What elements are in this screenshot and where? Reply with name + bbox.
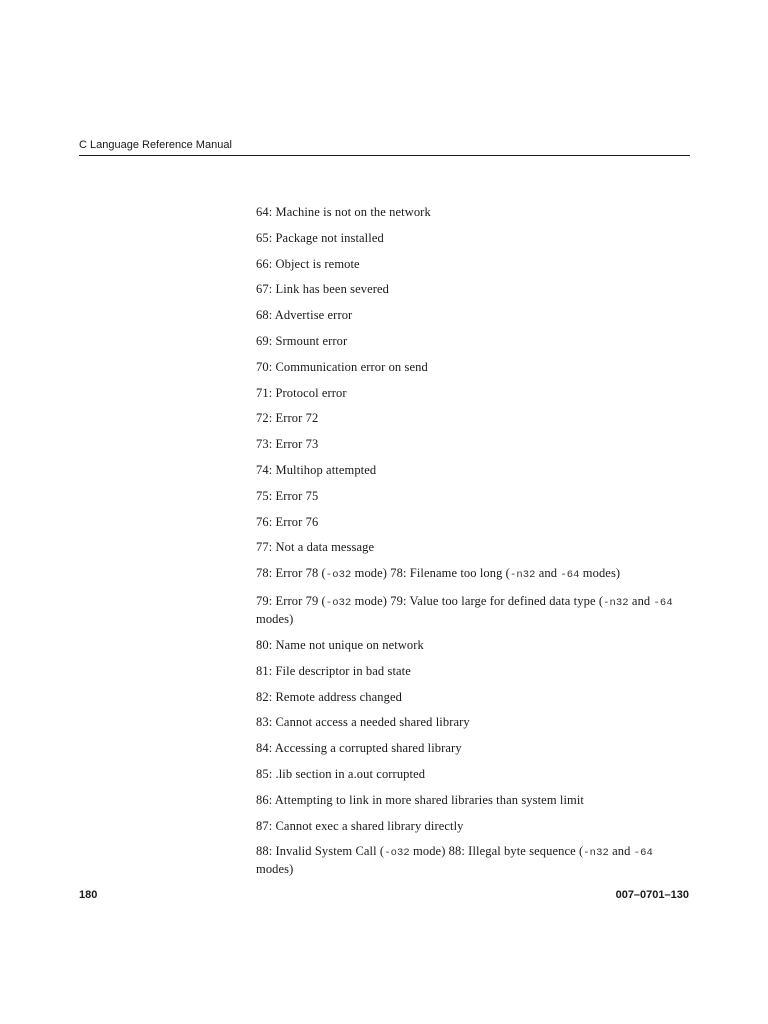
list-item: 73: Error 73: [256, 437, 319, 452]
document-number: 007–0701–130: [615, 889, 689, 901]
text-segment: and: [535, 566, 561, 581]
list-item: 82: Remote address changed: [256, 689, 402, 704]
code-option: -n32: [583, 847, 609, 860]
text-segment: modes): [256, 611, 294, 626]
header-rule: [79, 155, 690, 156]
code-option: -o32: [325, 596, 352, 609]
error-list: [256, 204, 686, 887]
text-segment: mode) 79: Value too large for defined data type (: [351, 593, 604, 608]
code-option: -o32: [384, 847, 410, 860]
code-option: -o32: [325, 569, 352, 582]
list-item: 80: Name not unique on network: [256, 637, 424, 652]
page-number: 180: [79, 889, 98, 901]
list-item: 67: Link has been severed: [256, 282, 390, 297]
list-item: 75: Error 75: [256, 488, 319, 503]
text-segment: mode) 88: Illegal byte sequence (: [409, 844, 584, 859]
text-segment: and: [628, 593, 654, 608]
text-segment: mode) 78: Filename too long (: [351, 566, 510, 581]
list-item: 83: Cannot access a needed shared library: [256, 715, 470, 730]
list-item-88: [256, 843, 686, 877]
running-head-title: C Language Reference Manual: [79, 139, 232, 151]
list-item: 77: Not a data message: [256, 540, 375, 555]
code-option: -64: [653, 596, 673, 609]
text-segment: modes): [256, 862, 294, 877]
list-item: 71: Protocol error: [256, 385, 347, 400]
code-option: -n32: [509, 569, 536, 582]
list-item: 66: Object is remote: [256, 256, 360, 271]
list-item: 65: Package not installed: [256, 230, 384, 245]
list-item-79: [256, 593, 686, 627]
list-item: 81: File descriptor in bad state: [256, 663, 411, 678]
list-item: 72: Error 72: [256, 411, 319, 426]
list-item: 84: Accessing a corrupted shared library: [256, 741, 462, 756]
text-segment: 78: Error 78 (: [256, 566, 326, 581]
list-item: 70: Communication error on send: [256, 359, 428, 374]
list-item-78: [256, 565, 686, 583]
code-option: -64: [633, 847, 653, 860]
list-item: 64: Machine is not on the network: [256, 205, 431, 219]
list-item: 87: Cannot exec a shared library directly: [256, 818, 464, 833]
code-option: -n32: [603, 596, 629, 609]
text-segment: modes): [579, 566, 621, 581]
code-option: -64: [560, 569, 580, 582]
text-segment: 79: Error 79 (: [256, 593, 326, 608]
text-segment: 88: Invalid System Call (: [256, 844, 385, 859]
text-segment: and: [608, 844, 634, 859]
list-item: 85: .lib section in a.out corrupted: [256, 766, 426, 781]
list-item: 74: Multihop attempted: [256, 462, 377, 477]
list-item: 76: Error 76: [256, 514, 319, 529]
list-item: 69: Srmount error: [256, 333, 348, 348]
list-item: 68: Advertise error: [256, 308, 353, 323]
list-item: 86: Attempting to link in more shared libraries than system limit: [256, 792, 584, 807]
